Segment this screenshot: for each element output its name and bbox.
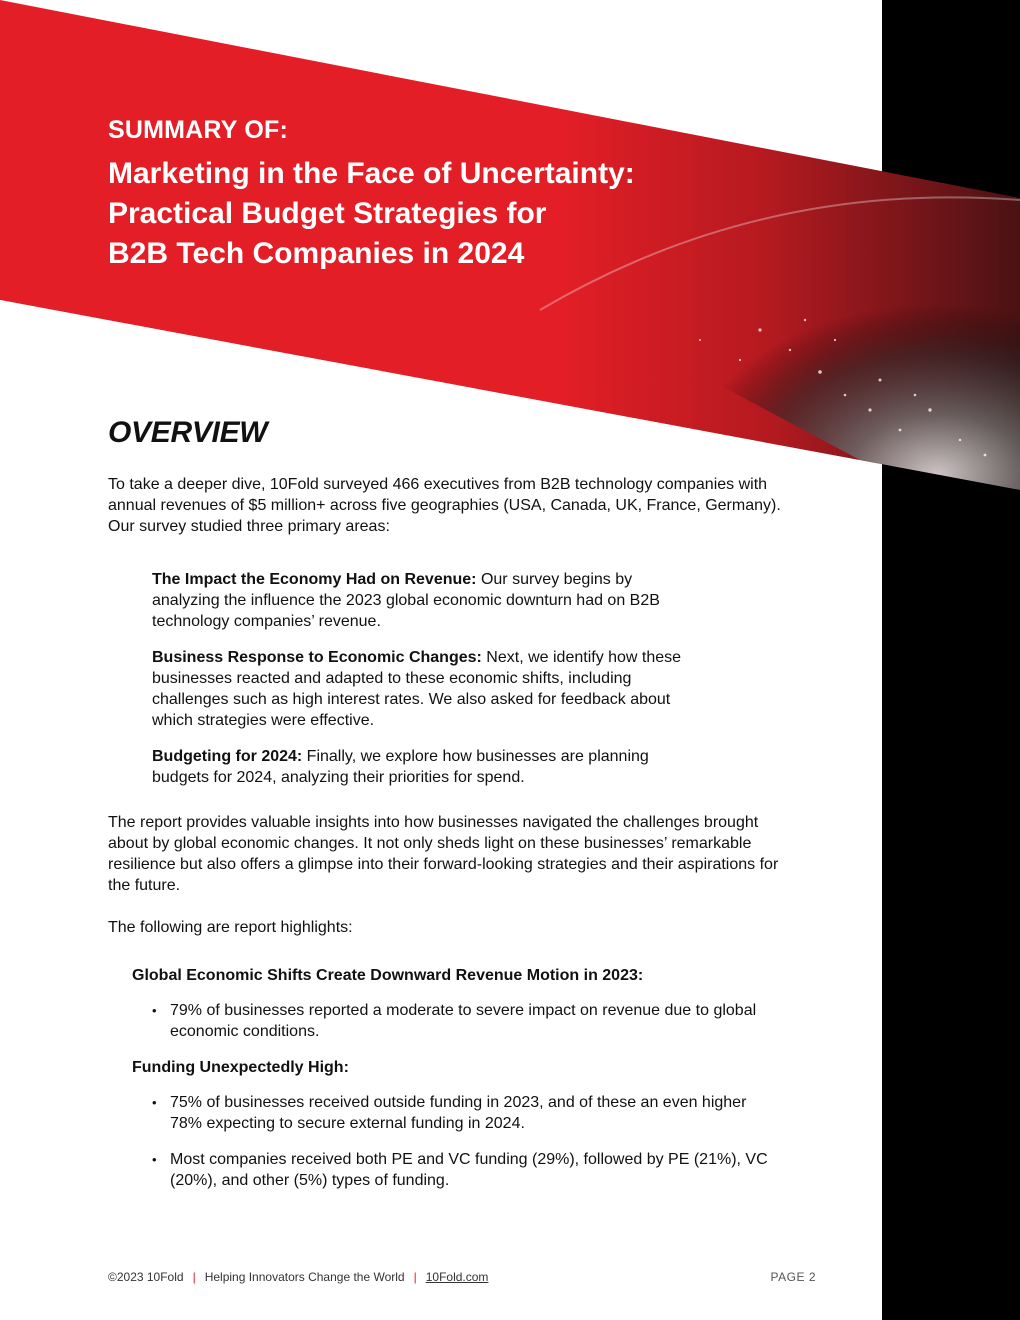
highlight-list-revenue bbox=[108, 1000, 798, 1042]
area-text: Next, we identify how these businesses reacted and adapted to these economic shifts, including challenges such as high interest rates. We also asked for feedback about which strategies were effective. bbox=[152, 649, 682, 729]
intro-paragraph: To take a deeper dive, 10Fold surveyed 466 executives from B2B technology companies with annual revenues of $5 million+ across five geographies (USA, Canada, UK, France, Germany). Our survey studied three primary areas: bbox=[108, 476, 781, 535]
area-text: Finally, we explore how businesses are planning budgets for 2024, analyzing their priorities for spend. bbox=[152, 748, 649, 786]
area-text: Our survey begins by analyzing the influence the 2023 global economic downturn had on B2B technology companies’ revenue. bbox=[152, 571, 660, 630]
footer-tagline: Helping Innovators Change the World bbox=[204, 1270, 405, 1284]
overview-heading: OVERVIEW bbox=[108, 416, 268, 449]
title-line-3: B2B Tech Companies in 2024 bbox=[108, 237, 525, 270]
report-paragraph: The report provides valuable insights into how businesses navigated the challenges brought about by global economic changes. It not only sheds light on these businesses’ remarkable resilience but also offers a glimpse into their forward-looking strategies and their aspirations for the future. bbox=[108, 814, 779, 894]
page-title bbox=[108, 154, 808, 274]
list-item: • 79% of businesses reported a moderate to severe impact on revenue due to global economic conditions. bbox=[170, 1000, 770, 1042]
area-title: Business Response to Economic Changes: bbox=[152, 649, 482, 666]
list-item: • Most companies received both PE and VC funding (29%), followed by PE (21%), VC (20%), and other (5%) types of funding. bbox=[170, 1149, 770, 1191]
survey-area-revenue bbox=[152, 569, 702, 632]
area-title: The Impact the Economy Had on Revenue: bbox=[152, 571, 477, 588]
title-line-2: Practical Budget Strategies for bbox=[108, 197, 547, 230]
overview-content bbox=[108, 474, 798, 1206]
footer-link[interactable]: 10Fold.com bbox=[425, 1270, 489, 1284]
highlight-list-funding bbox=[108, 1092, 798, 1191]
survey-area-budgeting bbox=[152, 746, 702, 788]
footer-separator: | bbox=[413, 1270, 417, 1284]
area-title: Budgeting for 2024: bbox=[152, 748, 303, 765]
footer-separator: | bbox=[192, 1270, 196, 1284]
list-item: • 75% of businesses received outside funding in 2023, and of these an even higher 78% expecting to secure external funding in 2024. bbox=[170, 1092, 770, 1134]
summary-label: SUMMARY OF: bbox=[108, 116, 288, 144]
survey-area-response bbox=[152, 647, 702, 731]
title-line-1: Marketing in the Face of Uncertainty: bbox=[108, 157, 635, 190]
highlights-intro: The following are report highlights: bbox=[108, 919, 353, 936]
highlight-heading-revenue: Global Economic Shifts Create Downward Revenue Motion in 2023: bbox=[132, 967, 644, 984]
page-footer bbox=[108, 1270, 816, 1284]
highlight-heading-funding: Funding Unexpectedly High: bbox=[132, 1059, 349, 1076]
page-number: PAGE 2 bbox=[770, 1270, 816, 1284]
footer-copyright: ©2023 10Fold bbox=[108, 1270, 184, 1284]
